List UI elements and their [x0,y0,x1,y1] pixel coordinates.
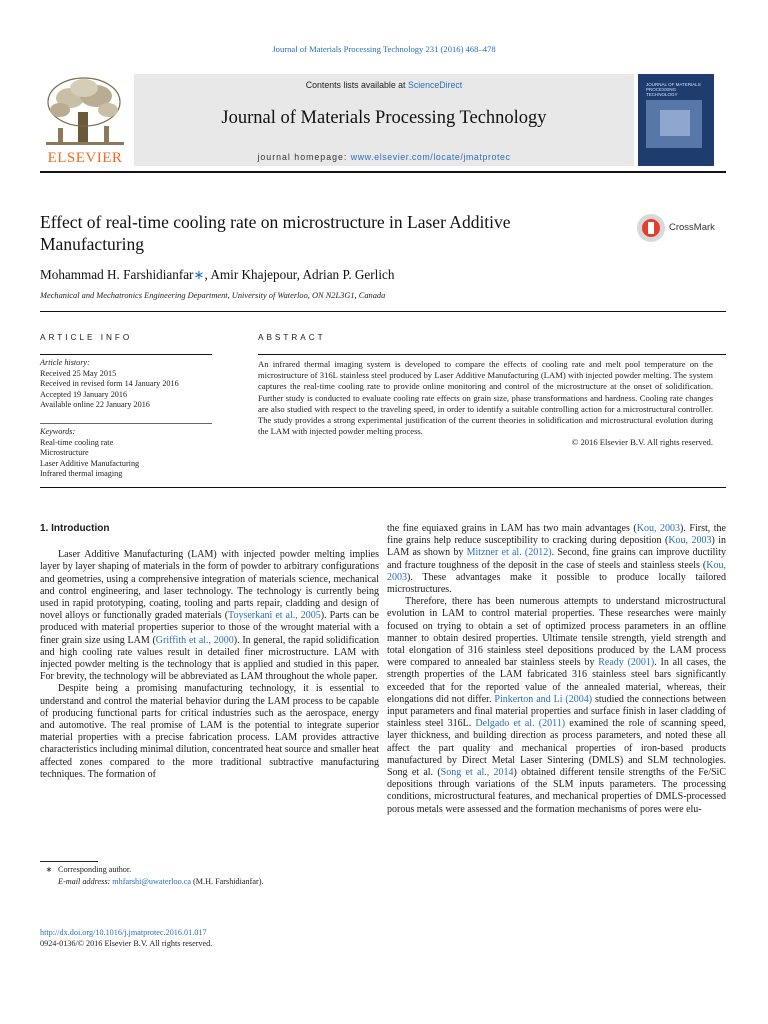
paragraph-text: Despite being a promising manufacturing technology, it is essential to understand and control the material behavior during the LAM process to be capable of producing functional parts for critical industries such as the aerospace, energy and automotive. The real promise of LAM is the potential to integrate superior material properties with a precise fabrication process. LAM provides attractive characteristics including minimal dilution, concentrated heat source and smaller heat affected zones compared to the more traditional subtractive manufacturing techniques. The formation of [40,683,379,780]
affiliation: Mechanical and Mechatronics Engineering Department, University of Waterloo, ON N2L3G1, Canada [40,291,386,300]
footnote-marker: ∗ [45,865,53,874]
author-name[interactable]: Mohammad H. Farshidianfar [40,267,194,282]
issn-copyright: 0924-0136/© 2016 Elsevier B.V. All rights reserved. [40,939,213,948]
citation-link[interactable]: Pinkerton and Li (2004) [494,693,593,705]
paragraph-text: ) in LAM as shown by [387,535,727,559]
paragraph-text: . In all cases, the strength properties of the LAM fabricated 316 stainless steel bars significantly exceeded that for the reported value of the annealed material, whereas, their elongations did not differ. [387,657,726,705]
contents-line [134,80,634,90]
cover-image-detail [660,110,690,136]
history-revised: Received in revised form 14 January 2016 [40,379,179,389]
body-paragraph [387,523,726,596]
body-paragraph [40,549,379,683]
article-info-divider [40,354,212,355]
keywords [40,427,212,480]
body-column-left [40,523,379,781]
journal-cover-thumbnail[interactable] [638,74,714,166]
paragraph-text: ). In general, the rapid solidification and high cooling rate values result in detailed finer microstructure. LAM with injected powder melting is the technology that is applied and studied in this paper. For brevity, the technology will be abbreviated as LAM throughout the whole paper. [40,634,379,683]
email-note [40,876,380,887]
author-separator: , [204,267,211,282]
corresponding-author-note [40,864,380,875]
paragraph-text: ). First, the fine grains help reduce susceptibility to cracking during deposition ( [387,523,726,547]
article-history [40,358,212,411]
journal-homepage [134,152,634,162]
email-suffix: (M.H. Farshidianfar). [190,877,264,886]
left-paragraphs [40,549,379,781]
citation-link[interactable]: Kou, 2003 [636,523,681,534]
elsevier-logo[interactable] [40,74,130,166]
history-received: Received 25 May 2015 [40,368,117,378]
author-separator: , [296,267,303,282]
crossmark-icon-mark [648,222,654,234]
keywords-divider [40,423,212,424]
abstract-text: An infrared thermal imaging system is developed to compare the effects of cooling rate and melt pool temperature on the microstructure of 316L stainless steel produced by Laser Additive Manufacturing (LAM) with injected powder melting. The system captures the real-time cooling rate to provide online monitoring and control of the microstructure at the onset of solidification. Further study is conducted to evaluate cooling rate effects on grain size, phase transformations and hardness. Cooling rate changes are also studied with respect to the traveling speed, in order to identify a suitable controlling action for a microstructural controller. The study provides a strong experimental justification of the current theories in solidification and microstructural evolution during the LAM with injected powder melting process. [258,359,713,437]
corresponding-author-text: Corresponding author. [58,865,132,874]
paragraph-text: ) obtained different tensile strengths of the Fe/SiC depositions through variations of the SLM inputs parameters. The processing conditions, microstructural features, and mechanical properties of DMLS-processed porous metals were assessed and the formation mechanisms of pores were elu- [387,767,726,815]
sciencedirect-link[interactable]: ScienceDirect [407,80,463,90]
crossmark-label: CrossMark [669,222,715,233]
right-paragraphs [387,523,726,816]
citation-link[interactable]: Song et al., 2014 [440,767,514,779]
abstract-bottom-divider [40,487,726,488]
journal-name: Journal of Materials Processing Technology [221,108,547,128]
paragraph-text: studied the connections between input parameters and final material properties and surface finish in laser cladding of stainless steel 316L. [387,693,727,730]
cover-title: JOURNAL OF MATERIALS PROCESSING TECHNOLOGY [646,82,701,97]
keyword-item: Laser Additive Manufacturing [40,458,140,468]
article-info-heading: ARTICLE INFO [40,333,133,342]
abstract-divider [258,354,726,355]
corresponding-author-marker[interactable]: ∗ [193,267,205,282]
homepage-link[interactable]: www.elsevier.com/locate/jmatprotec [350,152,511,162]
keyword-item: Real-time cooling rate [40,437,114,447]
citation-link[interactable]: Ready (2001) [598,657,655,669]
publisher-name: ELSEVIER [47,150,123,166]
contents-prefix: Contents lists available at [305,80,408,90]
paragraph-text: ). These advantages make it possible to produce locally tailored microstructures. [387,571,726,596]
tree-logo-icon [40,74,130,150]
header-divider [40,171,726,173]
homepage-label: journal homepage: [257,152,351,162]
citation-link[interactable]: Kou, 2003 [668,535,712,547]
author-name[interactable]: Amir Khajepour [210,267,297,282]
keywords-head: Keywords: [40,427,76,436]
footnote-divider [40,861,98,862]
paragraph-text: examined the role of scanning speed, layer thickness, and building direction as process parameters, and noted these all affect the part quality and mechanical properties of iron-based products manufactured by Direct Metal Laser Sintering (DMLS) and SLM technologies. Song et al. ( [387,718,726,779]
abstract-copyright: © 2016 Elsevier B.V. All rights reserved. [571,437,713,448]
article-title: Effect of real-time cooling rate on microstructure in Laser Additive Manufacturing [40,212,511,254]
body-paragraph [40,683,379,781]
citation-link[interactable]: Toyserkani et al., 2005 [228,610,321,622]
author-list [40,267,726,283]
citation-link[interactable]: Griffith et al., 2000 [155,634,234,646]
section-heading: 1. Introduction [40,523,110,534]
keyword-item: Infrared thermal imaging [40,469,123,479]
abstract-body [258,359,713,449]
citation-link[interactable]: Mitzner et al. (2012) [466,547,552,559]
keyword-item: Microstructure [40,448,89,458]
history-online: Available online 22 January 2016 [40,400,150,410]
citation-link[interactable]: Delgado et al. (2011) [475,718,566,730]
crossmark-icon [637,214,665,242]
history-accepted: Accepted 19 January 2016 [40,389,128,399]
journal-title-box [134,74,634,166]
author-name[interactable]: Adrian P. Gerlich [302,267,395,282]
body-column-right [387,523,726,816]
doi-block [40,927,380,949]
paragraph-text: ). Parts can be produced with material properties superior to those of the wrought material with a finer grain size using LAM ( [40,610,379,646]
article-history-head: Article history: [40,358,90,367]
body-paragraph [387,596,726,816]
journal-masthead [40,74,726,166]
citation-link[interactable]: Kou, 2003 [387,559,726,583]
paragraph-text: Therefore, there has been numerous attempts to understand microstructural evolution in LAM to control material properties. These researches were mainly focused on trying to obtain a set of optimized process parameters in an offline manner to obtain desired properties. Ultimate tensile strength, yield strength and total elongation of 316 stainless steel depositions produced by the LAM process were compared to annealed bar stainless steels by [387,596,726,669]
abstract-heading: ABSTRACT [258,333,326,342]
doi-link[interactable]: http://dx.doi.org/10.1016/j.jmatprotec.2016.01.017 [40,928,207,937]
email-label: E-mail address: [58,877,113,886]
email-link[interactable]: mhfarshi@uwaterloo.ca [112,877,191,886]
journal-citation[interactable]: Journal of Materials Processing Technology 231 (2016) 468–478 [272,44,496,54]
paragraph-text: the fine equiaxed grains in LAM has two main advantages ( [387,523,637,534]
title-divider [40,311,726,312]
paragraph-text: Laser Additive Manufacturing (LAM) with injected powder melting implies layer by layer shaping of materials in the form of powder to arbitrary configurations and geometries, using a comprehensive integration of materials science, mechanical and control engineering, and laser technology. The technology is currently being used in rapid prototyping, coating, tooling and parts repair, cladding and design of novel alloys or functionally graded materials ( [40,549,379,622]
crossmark-button[interactable] [637,214,727,244]
paragraph-text: . Second, fine grains can improve ductility and fracture toughness of the deposit in the case of steels and stainless steels ( [387,547,726,571]
